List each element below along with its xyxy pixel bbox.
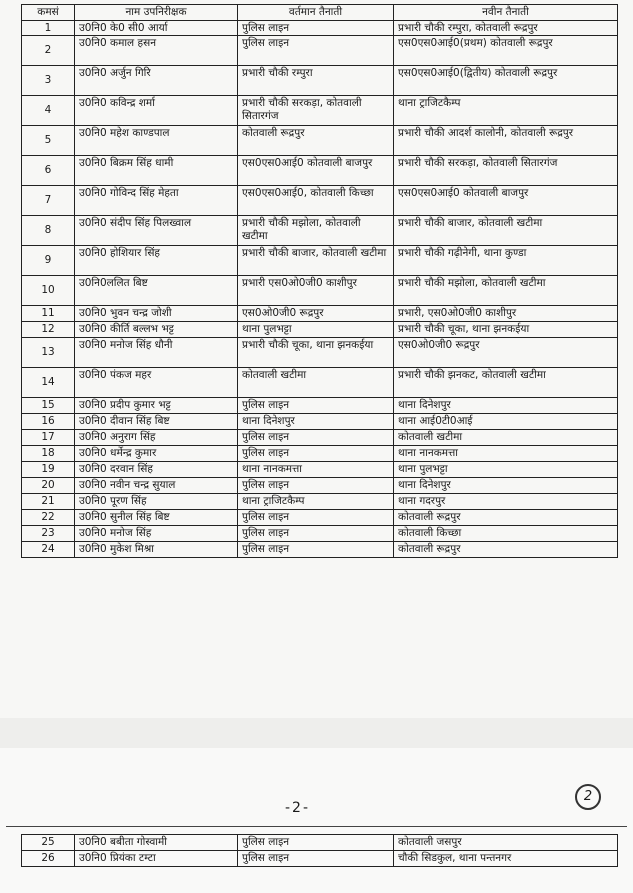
current-posting-cell: पुलिस लाइन: [238, 525, 394, 541]
current-posting-cell: पुलिस लाइन: [238, 477, 394, 493]
new-posting-cell: कोतवाली खटीमा: [394, 429, 618, 445]
serial-cell: 21: [22, 493, 75, 509]
new-posting-cell: प्रभारी चौकी मझोला, कोतवाली खटीमा: [394, 276, 618, 306]
transfer-table-continued: [21, 834, 618, 867]
new-posting-cell: थाना पुलभट्टा: [394, 461, 618, 477]
table-row: [22, 156, 618, 186]
serial-cell: 20: [22, 477, 75, 493]
new-posting-cell: प्रभारी चौकी झनकट, कोतवाली खटीमा: [394, 367, 618, 397]
table-row: [22, 246, 618, 276]
name-cell: उ0नि0 नवीन चन्द्र सुयाल: [75, 477, 238, 493]
current-posting-cell: एस0एस0आई0, कोतवाली किच्छा: [238, 186, 394, 216]
serial-cell: 11: [22, 306, 75, 322]
new-posting-cell: प्रभारी चौकी सरकड़ा, कोतवाली सितारगंज: [394, 156, 618, 186]
header-new-posting: नवीन तैनाती: [394, 5, 618, 21]
new-posting-cell: प्रभारी चौकी बाजार, कोतवाली खटीमा: [394, 216, 618, 246]
divider: [6, 826, 627, 827]
serial-cell: 26: [22, 851, 75, 867]
new-posting-cell: एस0एस0आई0(प्रथम) कोतवाली रूद्रपुर: [394, 36, 618, 66]
current-posting-cell: प्रभारी चौकी रम्पुरा: [238, 66, 394, 96]
table-row: [22, 36, 618, 66]
serial-cell: 2: [22, 36, 75, 66]
current-posting-cell: एस0एस0आई0 कोतवाली बाजपुर: [238, 156, 394, 186]
current-posting-cell: पुलिस लाइन: [238, 429, 394, 445]
name-cell: उ0नि0 होशियार सिंह: [75, 246, 238, 276]
new-posting-cell: थाना दिनेशपुर: [394, 477, 618, 493]
serial-cell: 5: [22, 126, 75, 156]
new-posting-cell: कोतवाली रूद्रपुर: [394, 541, 618, 557]
page-number: -2-: [285, 800, 311, 816]
name-cell: उ0नि0 प्रदीप कुमार भट्ट: [75, 397, 238, 413]
name-cell: उ0नि0 महेश काण्डपाल: [75, 126, 238, 156]
serial-cell: 22: [22, 509, 75, 525]
header-current-posting: वर्तमान तैनाती: [238, 5, 394, 21]
current-posting-cell: थाना ट्राजिटकैम्प: [238, 493, 394, 509]
name-cell: उ0नि0 अर्जुन गिरि: [75, 66, 238, 96]
current-posting-cell: पुलिस लाइन: [238, 36, 394, 66]
name-cell: उ0नि0 प्रियंका टम्टा: [75, 851, 238, 867]
current-posting-cell: पुलिस लाइन: [238, 445, 394, 461]
new-posting-cell: कोतवाली जसपुर: [394, 835, 618, 851]
name-cell: उ0नि0 दरवान सिंह: [75, 461, 238, 477]
name-cell: उ0नि0 धर्मेन्द्र कुमार: [75, 445, 238, 461]
table-row: [22, 851, 618, 867]
name-cell: उ0नि0ललित बिष्ट: [75, 276, 238, 306]
table-body-continued: [22, 835, 618, 867]
serial-cell: 15: [22, 397, 75, 413]
serial-cell: 1: [22, 20, 75, 36]
table-row: [22, 477, 618, 493]
current-posting-cell: पुलिस लाइन: [238, 397, 394, 413]
table-row: [22, 276, 618, 306]
page-2: [0, 748, 633, 893]
table-row: [22, 493, 618, 509]
serial-cell: 8: [22, 216, 75, 246]
current-posting-cell: प्रभारी एस0ओ0जी0 काशीपुर: [238, 276, 394, 306]
serial-cell: 6: [22, 156, 75, 186]
new-posting-cell: थाना दिनेशपुर: [394, 397, 618, 413]
serial-cell: 17: [22, 429, 75, 445]
current-posting-cell: थाना दिनेशपुर: [238, 413, 394, 429]
current-posting-cell: प्रभारी चौकी सरकड़ा, कोतवाली सितारगंज: [238, 96, 394, 126]
name-cell: उ0नि0 बिक्रम सिंह धामी: [75, 156, 238, 186]
name-cell: उ0नि0 भुवन चन्द्र जोशी: [75, 306, 238, 322]
name-cell: उ0नि0 पूरण सिंह: [75, 493, 238, 509]
table-row: [22, 216, 618, 246]
name-cell: उ0नि0 बबीता गोस्वामी: [75, 835, 238, 851]
current-posting-cell: प्रभारी चौकी बाजार, कोतवाली खटीमा: [238, 246, 394, 276]
name-cell: उ0नि0 मनोज सिंह धौनी: [75, 337, 238, 367]
header-serial: कमसं: [22, 5, 75, 21]
new-posting-cell: प्रभारी चौकी चूका, थाना झनकईया: [394, 322, 618, 338]
current-posting-cell: थाना पुलभट्टा: [238, 322, 394, 338]
new-posting-cell: एस0एस0आई0(द्वितीय) कोतवाली रूद्रपुर: [394, 66, 618, 96]
name-cell: उ0नि0 कमाल हसन: [75, 36, 238, 66]
current-posting-cell: थाना नानकमत्ता: [238, 461, 394, 477]
current-posting-cell: प्रभारी चौकी चूका, थाना झनकईया: [238, 337, 394, 367]
table-row: [22, 461, 618, 477]
serial-cell: 3: [22, 66, 75, 96]
name-cell: उ0नि0 गोविन्द सिंह मेहता: [75, 186, 238, 216]
serial-cell: 24: [22, 541, 75, 557]
header-name: नाम उपनिरीक्षक: [75, 5, 238, 21]
current-posting-cell: कोतवाली रूद्रपुर: [238, 126, 394, 156]
current-posting-cell: एस0ओ0जी0 रूद्रपुर: [238, 306, 394, 322]
serial-cell: 7: [22, 186, 75, 216]
current-posting-cell: पुलिस लाइन: [238, 851, 394, 867]
serial-cell: 9: [22, 246, 75, 276]
name-cell: उ0नि0 कीर्ति बल्लभ भट्ट: [75, 322, 238, 338]
table-row: [22, 429, 618, 445]
serial-cell: 23: [22, 525, 75, 541]
table-row: [22, 835, 618, 851]
table-row: [22, 509, 618, 525]
table-row: [22, 322, 618, 338]
current-posting-cell: पुलिस लाइन: [238, 20, 394, 36]
table-row: [22, 186, 618, 216]
table-header-row: [22, 5, 618, 21]
new-posting-cell: थाना ट्राजिटकैम्प: [394, 96, 618, 126]
serial-cell: 25: [22, 835, 75, 851]
serial-cell: 14: [22, 367, 75, 397]
serial-cell: 4: [22, 96, 75, 126]
new-posting-cell: कोतवाली किच्छा: [394, 525, 618, 541]
new-posting-cell: थाना गदरपुर: [394, 493, 618, 509]
new-posting-cell: प्रभारी चौकी गढ़ीनेगी, थाना कुण्डा: [394, 246, 618, 276]
new-posting-cell: थाना आई0टी0आई: [394, 413, 618, 429]
name-cell: उ0नि0 मुकेश मिश्रा: [75, 541, 238, 557]
new-posting-cell: थाना नानकमत्ता: [394, 445, 618, 461]
table-row: [22, 525, 618, 541]
name-cell: उ0नि0 संदीप सिंह पिलख्वाल: [75, 216, 238, 246]
table-row: [22, 541, 618, 557]
current-posting-cell: कोतवाली खटीमा: [238, 367, 394, 397]
current-posting-cell: पुलिस लाइन: [238, 541, 394, 557]
current-posting-cell: प्रभारी चौकी मझोला, कोतवाली खटीमा: [238, 216, 394, 246]
new-posting-cell: प्रभारी, एस0ओ0जी0 काशीपुर: [394, 306, 618, 322]
name-cell: उ0नि0 मनोज सिंह: [75, 525, 238, 541]
name-cell: उ0नि0 दीवान सिंह बिष्ट: [75, 413, 238, 429]
serial-cell: 13: [22, 337, 75, 367]
new-posting-cell: कोतवाली रूद्रपुर: [394, 509, 618, 525]
transfer-table: [21, 4, 618, 558]
serial-cell: 10: [22, 276, 75, 306]
serial-cell: 18: [22, 445, 75, 461]
new-posting-cell: प्रभारी चौकी आदर्श कालोनी, कोतवाली रूद्रपुर: [394, 126, 618, 156]
table-body: [22, 20, 618, 557]
name-cell: उ0नि0 सुनील सिंह बिष्ट: [75, 509, 238, 525]
current-posting-cell: पुलिस लाइन: [238, 509, 394, 525]
serial-cell: 16: [22, 413, 75, 429]
page-stamp: 2: [575, 784, 601, 810]
table-row: [22, 66, 618, 96]
table-row: [22, 20, 618, 36]
new-posting-cell: प्रभारी चौकी रम्पुरा, कोतवाली रूद्रपुर: [394, 20, 618, 36]
new-posting-cell: चौकी सिडकुल, थाना पन्तनगर: [394, 851, 618, 867]
table-row: [22, 367, 618, 397]
new-posting-cell: एस0एस0आई0 कोतवाली बाजपुर: [394, 186, 618, 216]
name-cell: उ0नि0 पंकज महर: [75, 367, 238, 397]
current-posting-cell: पुलिस लाइन: [238, 835, 394, 851]
table-row: [22, 445, 618, 461]
serial-cell: 19: [22, 461, 75, 477]
name-cell: उ0नि0 कविन्द्र शर्मा: [75, 96, 238, 126]
table-row: [22, 397, 618, 413]
name-cell: उ0नि0 के0 सी0 आर्या: [75, 20, 238, 36]
name-cell: उ0नि0 अनुराग सिंह: [75, 429, 238, 445]
table-row: [22, 126, 618, 156]
serial-cell: 12: [22, 322, 75, 338]
table-row: [22, 96, 618, 126]
new-posting-cell: एस0ओ0जी0 रूद्रपुर: [394, 337, 618, 367]
table-row: [22, 306, 618, 322]
table-row: [22, 413, 618, 429]
table-row: [22, 337, 618, 367]
